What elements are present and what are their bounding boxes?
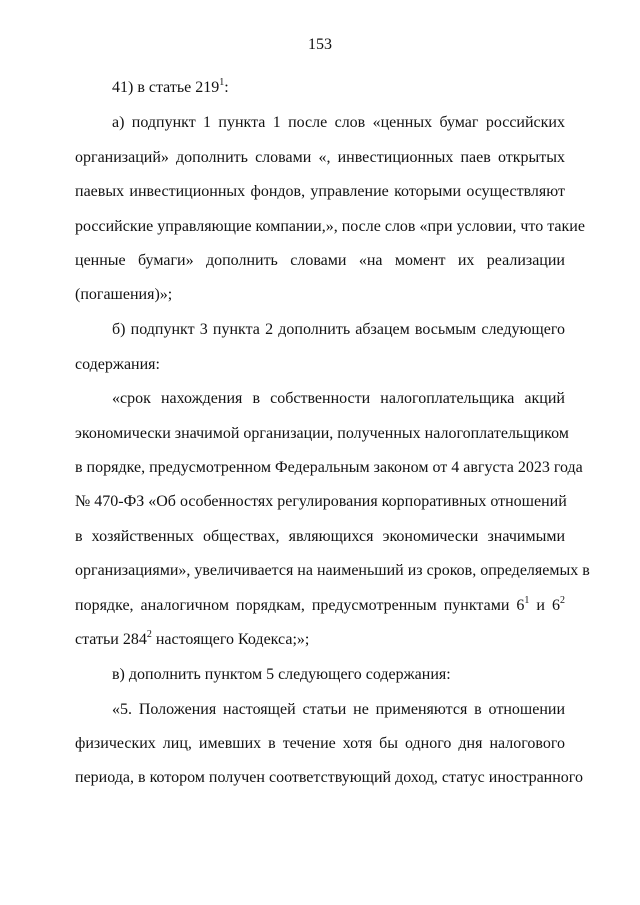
paragraph-line: организаций» дополнить словами «, инвестиционных паев открытых bbox=[75, 149, 565, 166]
paragraph-line: № 470-ФЗ «Об особенностях регулирования корпоративных отношений bbox=[75, 493, 567, 510]
paragraph-line: ценные бумаги» дополнить словами «на момент их реализации bbox=[75, 252, 565, 269]
paragraph-line: порядке, аналогичном порядкам, предусмотренным пунктами $6^1$ и $6^2$ bbox=[75, 594, 566, 614]
paragraph-line: физических лиц, имевших в течение хотя бы одного дня налогового bbox=[75, 735, 565, 752]
paragraph-line: б) подпункт 3 пункта 2 дополнить абзацем восьмым следующего bbox=[112, 321, 565, 338]
paragraph-line: экономически значимой организации, полученных налогоплательщиком bbox=[75, 425, 569, 442]
paragraph-line: а) подпункт 1 пункта 1 после слов «ценных бумаг российских bbox=[112, 114, 565, 131]
paragraph-line: 41) в статье $219^1$: bbox=[112, 76, 229, 96]
paragraph-line: в порядке, предусмотренном Федеральным законом от 4 августа 2023 года bbox=[75, 459, 583, 476]
paragraph-line: (погашения)»; bbox=[75, 286, 173, 303]
paragraph-line: в хозяйственных обществах, являющихся экономически значимыми bbox=[75, 528, 565, 545]
paragraph-line: статьи $284^2$ настоящего Кодекса;»; bbox=[75, 628, 310, 648]
paragraph-line: российские управляющие компании,», после слов «при условии, что такие bbox=[75, 218, 585, 235]
page-number: 153 bbox=[308, 36, 332, 53]
paragraph-line: паевых инвестиционных фондов, управление которыми осуществляют bbox=[75, 183, 565, 200]
paragraph-line: в) дополнить пунктом 5 следующего содержания: bbox=[112, 666, 451, 683]
paragraph-line: периода, в котором получен соответствующий доход, статус иностранного bbox=[75, 769, 583, 786]
paragraph-line: содержания: bbox=[75, 356, 160, 373]
paragraph-line: организациями», увеличивается на наименьший из сроков, определяемых в bbox=[75, 562, 590, 579]
paragraph-line: «5. Положения настоящей статьи не применяются в отношении bbox=[112, 701, 565, 718]
paragraph-line: «срок нахождения в собственности налогоплательщика акций bbox=[112, 390, 565, 407]
